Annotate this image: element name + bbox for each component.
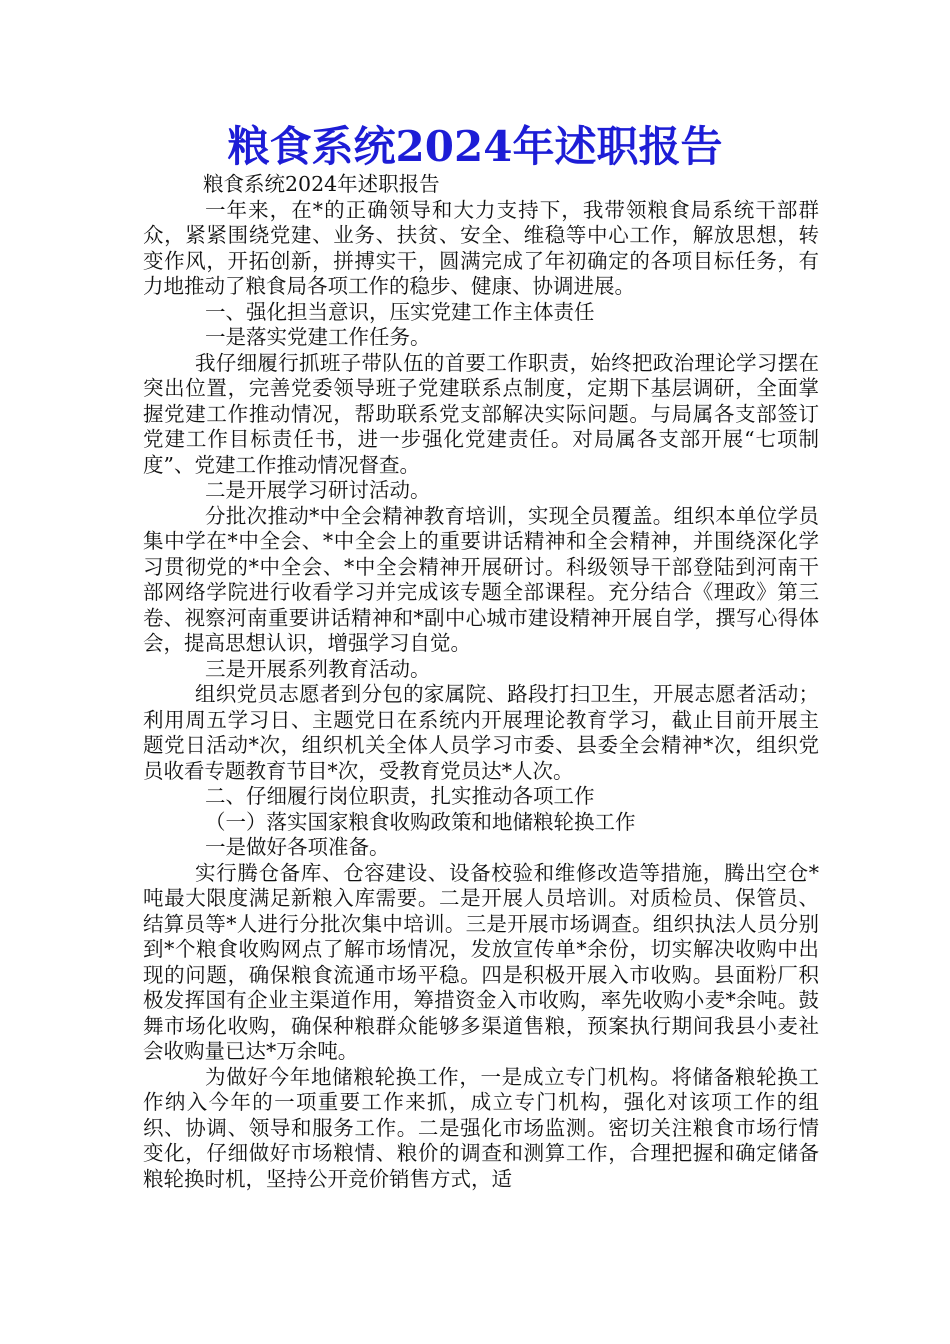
body-paragraph: 一年来，在*的正确领导和大力支持下，我带领粮食局系统干部群众，紧紧围绕党建、业务、扶贫、安全、维稳等中心工作，解放思想，转变作风，开拓创新，拼搏实干，圆满完成了年初确定的各项目标任务，有力地推动了粮食局各项工作的稳步、健康、协调进展。	[143, 197, 819, 298]
subtitle-paragraph: 粮食系统2024年述职报告	[203, 172, 440, 196]
body-paragraph: 分批次推动*中全会精神教育培训，实现全员覆盖。组织本单位学员集中学在*中全会、*中全会上的重要讲话精神和全会精神，并围绕深化学习贯彻党的*中全会、*中全会精神开展研讨。科级领导干部登陆到河南干部网络学院进行收看学习并完成该专题全部课程。充分结合《理政》第三卷、视察河南重要讲话精神和*副中心城市建设精神开展自学，撰写心得体会，提高思想认识，增强学习自觉。	[143, 503, 819, 655]
subsection-heading: 一是落实党建工作任务。	[205, 325, 431, 349]
document-body	[143, 172, 819, 1192]
subsection-heading: 三是开展系列教育活动。	[205, 656, 431, 681]
document-title: 粮食系统2024年述职报告	[227, 122, 723, 171]
body-paragraph: 实行腾仓备库、仓容建设、设备校验和维修改造等措施，腾出空仓*吨最大限度满足新粮入库需要。二是开展人员培训。对质检员、保管员、结算员等*人进行分批次集中培训。三是开展市场调查。组织执法人员分别到*个粮食收购网点了解市场情况，发放宣传单*余份，切实解决收购中出现的问题，确保粮食流通市场平稳。四是积极开展入市收购。县面粉厂积极发挥国有企业主渠道作用，筹措资金入市收购，率先收购小麦*余吨。鼓舞市场化收购，确保种粮群众能够多渠道售粮，预案执行期间我县小麦社会收购量已达*万余吨。	[143, 860, 819, 1063]
subsection-heading: 二是开展学习研讨活动。	[205, 478, 431, 502]
section-heading: 二、仔细履行岗位职责，扎实推动各项工作	[205, 784, 595, 808]
subsection-heading: （一）落实国家粮食收购政策和地储粮轮换工作	[205, 809, 636, 834]
body-paragraph: 我仔细履行抓班子带队伍的首要工作职责，始终把政治理论学习摆在突出位置，完善党委领导班子党建联系点制度，定期下基层调研，全面掌握党建工作推动情况，帮助联系党支部解决实际问题。与局属各支部签订党建工作目标责任书，进一步强化党建责任。对局属各支部开展“七项制度”、党建工作推动情况督查。	[143, 350, 819, 477]
body-paragraph: 为做好今年地储粮轮换工作，一是成立专门机构。将储备粮轮换工作纳入今年的一项重要工作来抓，成立专门机构，强化对该项工作的组织、协调、领导和服务工作。二是强化市场监测。密切关注粮食市场行情变化，仔细做好市场粮情、粮价的调查和测算工作，合理把握和确定储备粮轮换时机，坚持公开竞价销售方式，适	[143, 1064, 819, 1191]
section-heading: 一、强化担当意识，压实党建工作主体责任	[205, 299, 595, 324]
subsection-heading: 一是做好各项准备。	[205, 835, 390, 859]
body-paragraph: 组织党员志愿者到分包的家属院、路段打扫卫生，开展志愿者活动；利用周五学习日、主题党日在系统内开展理论教育学习，截止目前开展主题党日活动*次，组织机关全体人员学习市委、县委全会精神*次，组织党员收看专题教育节目*次，受教育党员达*人次。	[143, 682, 819, 783]
